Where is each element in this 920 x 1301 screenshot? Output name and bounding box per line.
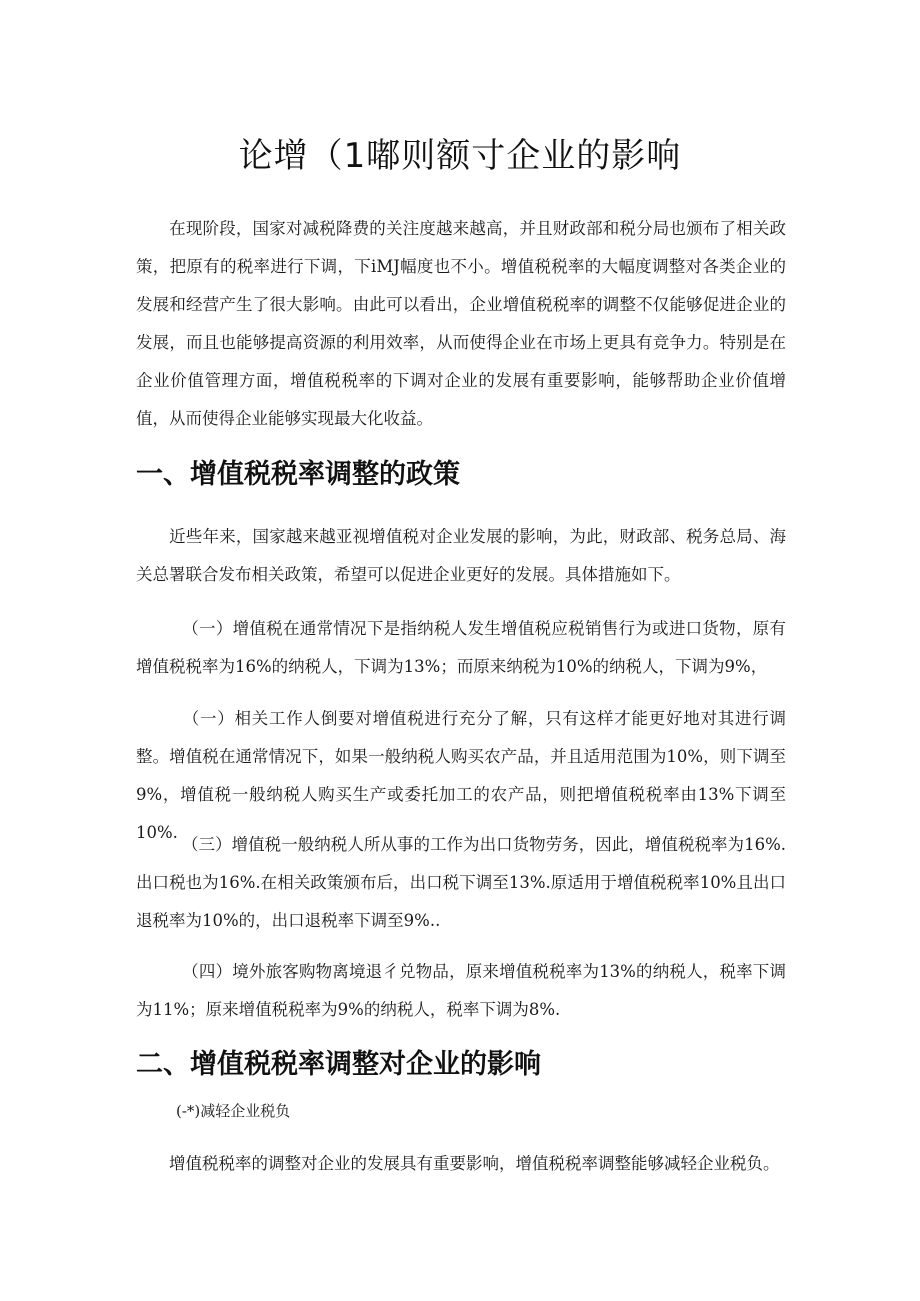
policy-item-4-text: （四）境外旅客购物离境退彳兑物品，原来增值税税率为13%的纳税人，税率下调为11%；原来增值税税率为9%的纳税人，税率下调为8%.: [136, 962, 786, 1019]
section-1-intro-text: 近些年来，国家越来越亚视增值税对企业发展的影响，为此，财政部、税务总局、海关总署联合发布相关政策，希望可以促进企业更好的发展。具体措施如下。: [136, 527, 786, 584]
section-2-body: [136, 1145, 786, 1183]
section-2-heading: 二、增值税税率调整对企业的影响: [136, 1049, 541, 1080]
policy-item-4: [136, 953, 786, 1029]
section-2-subheading: (-*)减轻企业税负: [176, 1102, 291, 1120]
policy-item-1-text: （一）增值税在通常情况下是指纳税人发生增值税应税销售行为或进口货物，原有增值税税率为16%的纳税人，下调为13%；而原来纳税为10%的纳税人，下调为9%，: [136, 619, 786, 676]
section-2-body-text: 增值税税率的调整对企业的发展具有重要影响，增值税税率调整能够减轻企业税负。: [169, 1154, 780, 1173]
section-1-heading: 一、增值税税率调整的政策: [136, 459, 460, 490]
intro-text: 在现阶段，国家对减税降费的关注度越来越高，并且财政部和税分局也颁布了相关政策，把原有的税率进行下调，下iMJ幅度也不小。增值税税率的大幅度调整对各类企业的发展和经营产生了很大影响。由此可以看出，企业增值税税率的调整不仅能够促进企业的发展，而且也能够提高资源的利用效率，从而使得企业在市场上更具有竞争力。特别是在企业价值管理方面，增值税税率的下调对企业的发展有重要影响，能够帮助企业价值增值，从而使得企业能够实现最大化收益。: [136, 219, 786, 428]
policy-item-3: [136, 826, 786, 940]
intro-paragraph: [136, 210, 786, 438]
page-title: 论增（1嘟则额寸企业的影响: [238, 136, 682, 176]
section-1-intro: [136, 518, 786, 594]
policy-item-3-text: （三）增值税一般纳税人所从事的工作为出口货物劳务，因此，增值税税率为16%.出口税也为16%.在相关政策颁布后，出口税下调至13%.原适用于增值税税率10%且出口退税率为10%的，出口退税率下调至9%..: [136, 835, 786, 930]
policy-item-2-text: （一）相关工作人倒要对增值税进行充分了解，只有这样才能更好地对其进行调整。增值税在通常情况下，如果一般纳税人购买农产品，并且适用范围为10%，则下调至9%，增值税一般纳税人购买生产或委托加工的农产品，则把增值税税率由13%下调至10%.: [136, 709, 786, 842]
policy-item-1: [136, 610, 786, 686]
